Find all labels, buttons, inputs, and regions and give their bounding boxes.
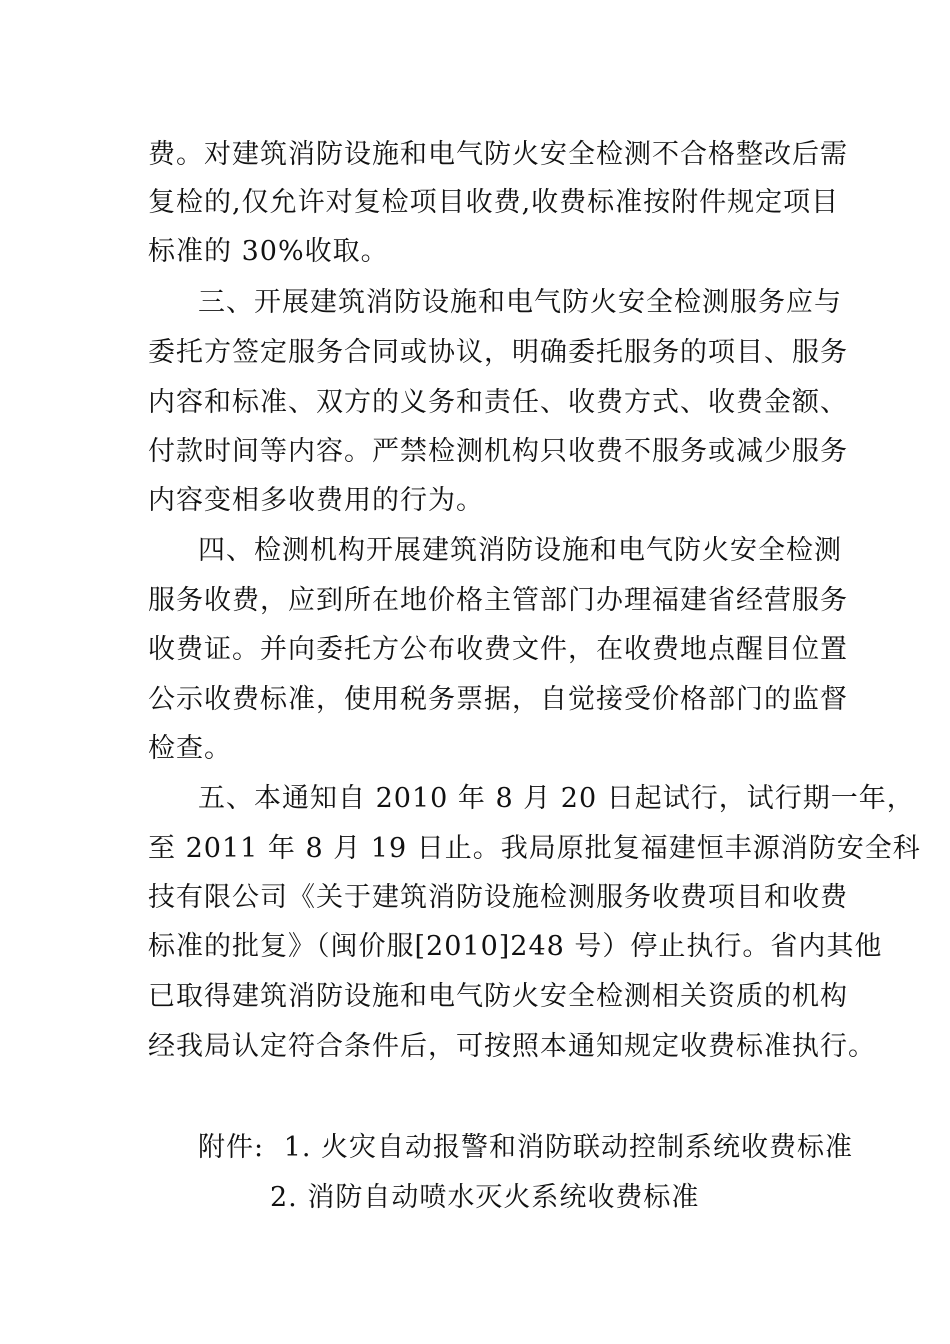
paragraph-2-line-5: 内容变相多收费用的行为。	[148, 485, 484, 516]
attachments-block	[198, 1131, 853, 1165]
paragraph-2-line-2: 委托方签定服务合同或协议，明确委托服务的项目、服务	[148, 337, 848, 368]
paragraph-4-line-1: 五、本通知自 2010 年 8 月 20 日起试行，试行期一年，	[198, 783, 915, 814]
paragraph-3-line-1: 四、检测机构开展建筑消防设施和电气防火安全检测	[198, 535, 842, 566]
paragraph-3-line-4: 公示收费标准，使用税务票据，自觉接受价格部门的监督	[148, 684, 848, 715]
paragraph-4-line-3: 技有限公司《关于建筑消防设施检测服务收费项目和收费	[148, 882, 848, 913]
attachment-item-2: 2. 消防自动喷水灭火系统收费标准	[270, 1182, 700, 1213]
attachments-label: 附件:	[198, 1132, 265, 1163]
paragraph-4-line-5: 已取得建筑消防设施和电气防火安全检测相关资质的机构	[148, 981, 848, 1012]
paragraph-2-line-4: 付款时间等内容。严禁检测机构只收费不服务或减少服务	[148, 436, 848, 467]
paragraph-4-line-6: 经我局认定符合条件后，可按照本通知规定收费标准执行。	[148, 1031, 876, 1062]
paragraph-1-line-2: 复检的,仅允许对复检项目收费,收费标准按附件规定项目	[148, 187, 840, 218]
paragraph-3-line-2: 服务收费，应到所在地价格主管部门办理福建省经营服务	[148, 585, 848, 616]
paragraph-3-line-5: 检查。	[148, 733, 232, 764]
paragraph-4-line-4: 标准的批复》（闽价服[2010]248 号）停止执行。省内其他	[148, 931, 883, 962]
paragraph-4-line-2: 至 2011 年 8 月 19 日止。我局原批复福建恒丰源消防安全科	[148, 833, 921, 864]
paragraph-1-line-3: 标准的 30%收取。	[148, 236, 389, 267]
paragraph-3-line-3: 收费证。并向委托方公布收费文件，在收费地点醒目位置	[148, 634, 848, 665]
paragraph-1-line-1: 费。对建筑消防设施和电气防火安全检测不合格整改后需	[148, 139, 848, 170]
paragraph-2-line-3: 内容和标准、双方的义务和责任、收费方式、收费金额、	[148, 387, 848, 418]
attachment-item-1: 1. 火灾自动报警和消防联动控制系统收费标准	[283, 1132, 854, 1163]
paragraph-2-line-1: 三、开展建筑消防设施和电气防火安全检测服务应与	[198, 287, 842, 318]
